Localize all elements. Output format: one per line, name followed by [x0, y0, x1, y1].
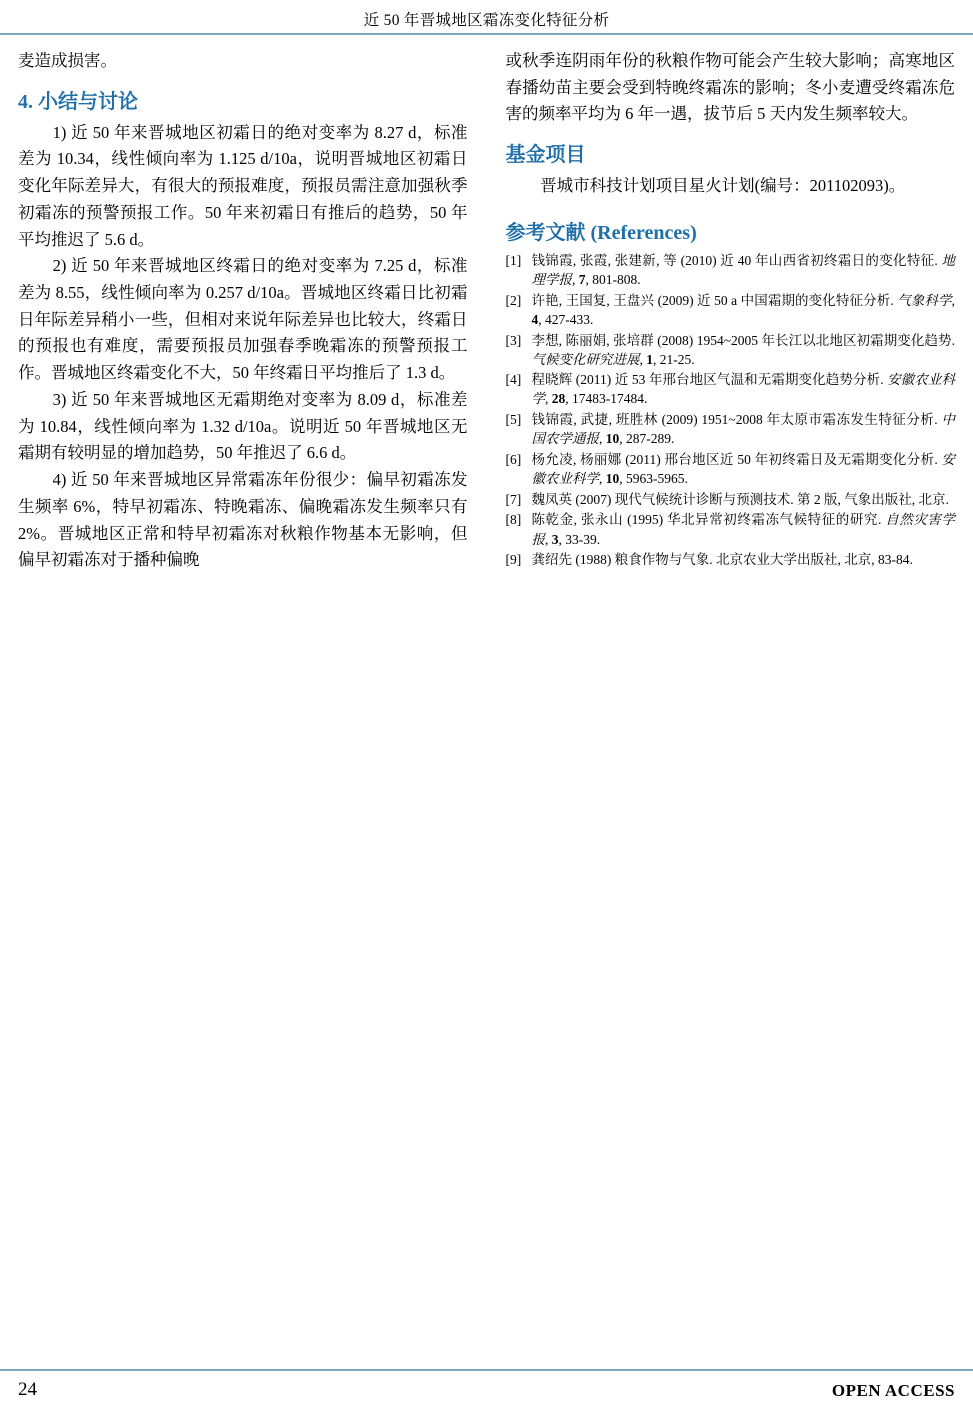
reference-item [506, 370, 956, 408]
reference-item [506, 251, 956, 289]
reference-item [506, 410, 956, 448]
fund-body: 晋城市科技计划项目星火计划(编号：201102093)。 [540, 176, 906, 196]
reference-item [506, 331, 956, 369]
reference-number: [5] [505, 412, 522, 428]
continued-text: 麦造成损害。 [18, 51, 117, 70]
reference-number: [7] [505, 491, 522, 507]
reference-text: 李想, 陈丽娟, 张培群 (2008) 1954~2005 年长江以北地区初霜期变化趋势. 气候变化研究进展, 1, 21-25. [531, 332, 955, 367]
reference-text: 杨允凌, 杨丽娜 (2011) 邢台地区近 50 年初终霜日及无霜期变化分析. 安徽农业科学, 10, 5963-5965. [531, 451, 955, 487]
reference-list [506, 251, 956, 570]
paragraph-3: 3) 近 50 年来晋城地区无霜期绝对变率为 8.09 d，标准差为 10.84，线性倾向率为 1.32 d/10a。说明近 50 年晋城地区无霜期有较明显的增加趋势，50 年推迟了 6.6 d。 [18, 389, 468, 463]
reference-item [506, 510, 956, 548]
reference-number: [3] [505, 332, 522, 348]
left-column [18, 48, 468, 574]
running-head: 近 50 年晋城地区霜冻变化特征分析 [363, 12, 610, 29]
header-divider [0, 33, 973, 35]
right-column [506, 48, 956, 574]
reference-item [506, 291, 956, 329]
references-title-cn: 参考文献 [505, 221, 586, 244]
reference-item [506, 450, 956, 488]
paragraph-4: 4) 近 50 年来晋城地区异常霜冻年份很少：偏早初霜冻发生频率 6%，特早初霜冻、特晚霜冻、偏晚霜冻发生频率只有 2%。晋城地区正常和特早初霜冻对秋粮作物基本无影响，但偏早初霜冻对于播种偏晚 [18, 470, 468, 570]
section-heading-fund: 基金项目 [505, 144, 586, 167]
reference-text: 钱锦霞, 张霞, 张建新, 等 (2010) 近 40 年山西省初终霜日的变化特征. 地理学报, 7, 801-808. [531, 252, 955, 288]
paragraph-2: 2) 近 50 年来晋城地区终霜日的绝对变率为 7.25 d，标准差为 8.55，线性倾向率为 0.257 d/10a。晋城地区终霜日比初霜日年际差异稍小一些，但相对来说年际差异也比较大，终霜日的预报也有难度，需要预报员加强春季晚霜冻的预警预报工作。晋城地区终霜变化不大，50 年终霜日平均推后了 1.3 d。 [18, 256, 468, 383]
reference-item [506, 490, 956, 509]
reference-number: [9] [505, 552, 522, 568]
reference-item [506, 550, 956, 569]
reference-number: [1] [505, 252, 522, 268]
page-footer [0, 1379, 973, 1401]
reference-text: 钱锦霞, 武捷, 班胜林 (2009) 1951~2008 年太原市霜冻发生特征分析. 中国农学通报, 10, 287-289. [531, 412, 955, 447]
reference-text: 龚绍先 (1988) 粮食作物与气象. 北京农业大学出版社, 北京, 83-84. [531, 552, 913, 568]
continued-paragraph: 或秋季连阴雨年份的秋粮作物可能会产生较大影响；高寒地区春播幼苗主要会受到特晚终霜冻的影响；冬小麦遭受终霜冻危害的频率平均为 6 年一遇，拔节后 5 天内发生频率较大。 [505, 51, 955, 124]
paragraph-1: 1) 近 50 年来晋城地区初霜日的绝对变率为 8.27 d，标准差为 10.34，线性倾向率为 1.125 d/10a，说明晋城地区初霜日变化年际差异大，有很大的预报难度，预报员需注意加强秋季初霜冻的预警预报工作。50 年来初霜日有推后的趋势，50 年平均推迟了 5.6 d。 [18, 122, 468, 249]
reference-number: [8] [505, 512, 522, 528]
reference-number: [4] [505, 372, 522, 388]
footer-divider [0, 1369, 973, 1371]
references-title-en: (References) [590, 221, 697, 244]
section-heading-summary: 4. 小结与讨论 [18, 90, 138, 113]
section-heading-references [506, 216, 956, 245]
reference-number: [6] [505, 451, 522, 467]
open-access-badge: OPEN ACCESS [831, 1381, 955, 1400]
reference-text: 陈乾金, 张永山 (1995) 华北异常初终霜冻气候特征的研究. 自然灾害学报, 3, 33-39. [531, 512, 955, 547]
reference-text: 魏凤英 (2007) 现代气候统计诊断与预测技术. 第 2 版, 气象出版社, 北京. [531, 491, 949, 507]
reference-text: 程晓辉 (2011) 近 53 年邢台地区气温和无霜期变化趋势分析. 安徽农业科学, 28, 17483-17484. [531, 372, 955, 407]
two-column-body [0, 48, 973, 574]
reference-number: [2] [505, 292, 522, 308]
reference-text: 许艳, 王国复, 王盘兴 (2009) 近 50 a 中国霜期的变化特征分析. 气象科学, 4, 427-433. [531, 292, 956, 327]
page-number: 24 [18, 1379, 37, 1400]
